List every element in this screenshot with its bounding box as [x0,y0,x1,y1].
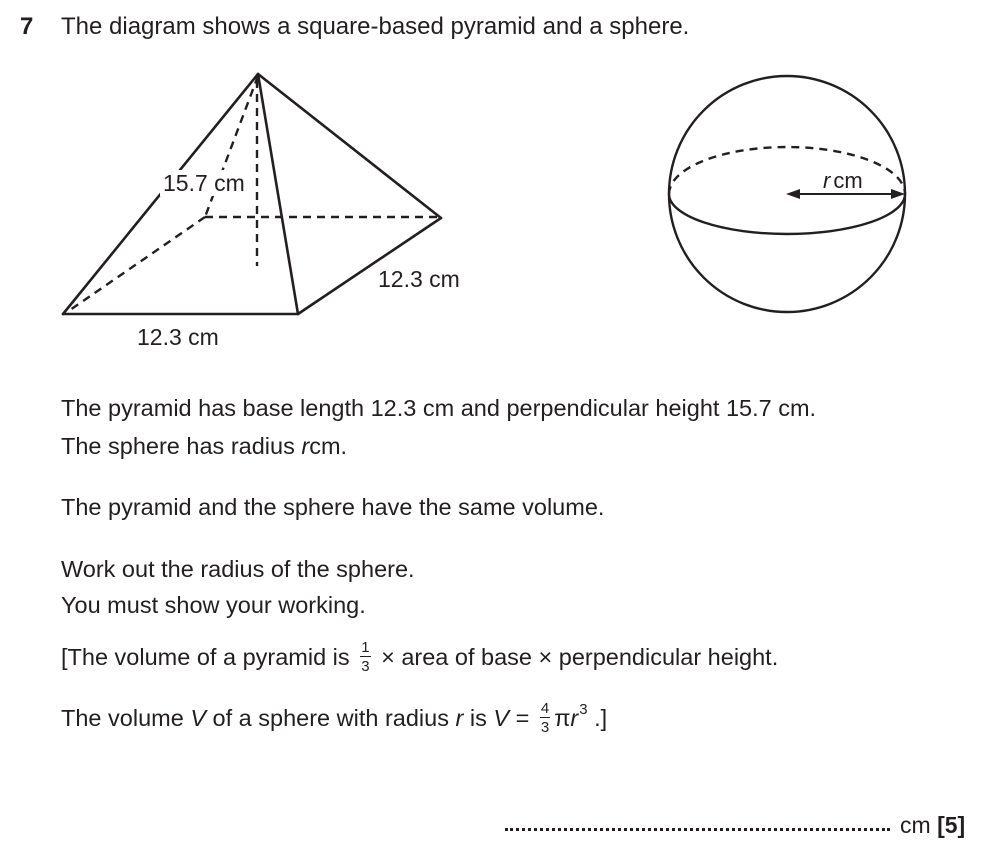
sphere-radius-unit: cm [833,168,863,193]
marks-badge: [5] [937,812,966,838]
arrow-left-icon [786,189,800,199]
arrow-right-icon [891,189,905,199]
question-title: The diagram shows a square-based pyramid and a sphere. [61,13,690,40]
hint-pyramid-formula: [The volume of a pyramid is $\frac{1}{3}$ × area of base × perpendicular height. [61,639,779,675]
pyramid-diagram [0,0,520,360]
answer-line [505,812,965,839]
pyramid-height-label: 15.7 cm [163,170,245,196]
sphere-diagram [640,60,940,330]
answer-unit: cm [900,812,931,838]
pyramid-side-label: 12.3 cm [378,266,460,292]
radius-var: r [301,433,310,459]
question-number: 7 [20,13,34,40]
sphere-radius-var: r [823,168,831,193]
svg-text:rcm [823,168,863,193]
hint-sphere-formula: The volume V of a sphere with radius r is V = $\frac{4}{3}$ $\pi r^3$ .] [61,700,608,736]
fraction-one-third: $\frac{1}{3}$ [361,639,370,675]
body-line-4: Work out the radius of the sphere. [61,556,415,582]
answer-input[interactable] [505,824,890,831]
fraction-four-thirds: $\frac{4}{3}$ [540,700,550,736]
body-line-1: The pyramid has base length 12.3 cm and perpendicular height 15.7 cm. [61,395,817,421]
body-line-3: The pyramid and the sphere have the same volume. [61,494,605,520]
body-line-5: You must show your working. [61,592,366,618]
pyramid-base-label: 12.3 cm [137,324,219,350]
body-line-2: The sphere has radius rcm. [61,433,348,459]
